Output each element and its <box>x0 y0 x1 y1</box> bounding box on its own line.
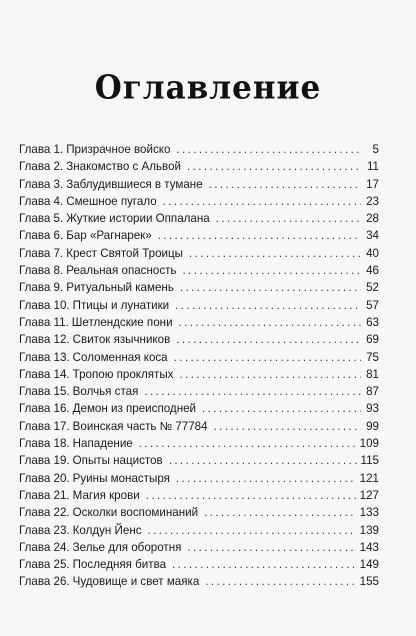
toc-page-number: 133 <box>359 506 379 520</box>
toc-dot-leader <box>148 522 356 539</box>
toc-page-number: 99 <box>366 419 379 433</box>
toc-entry <box>19 487 379 504</box>
toc-chapter-number: Глава 13. <box>19 350 70 364</box>
toc-chapter-title: Руины монастыря <box>72 471 170 485</box>
toc-page-number: 40 <box>366 246 379 260</box>
toc-chapter-title: Смешное пугало <box>66 194 157 208</box>
toc-page-number: 143 <box>359 540 379 554</box>
toc-dot-leader <box>175 297 361 314</box>
toc-chapter-title: Знакомство с Альвой <box>66 160 182 174</box>
toc-page-number: 139 <box>359 523 379 537</box>
toc-page-number: 34 <box>366 229 379 243</box>
toc-chapter-number: Глава 14. <box>19 367 70 381</box>
toc-dot-leader <box>144 383 361 400</box>
toc-entry <box>19 522 379 539</box>
toc-chapter-number: Глава 12. <box>19 333 70 347</box>
toc-page-number: 109 <box>359 437 379 451</box>
toc-chapter-title: Бар «Рагнарек» <box>66 229 152 243</box>
toc-dot-leader <box>172 556 356 573</box>
toc-chapter-number: Глава 8. <box>19 264 64 278</box>
toc-chapter-title: Осколки воспоминаний <box>72 506 199 520</box>
toc-entry <box>19 383 379 400</box>
toc-dot-leader <box>204 504 356 521</box>
toc-dot-leader <box>176 141 361 158</box>
toc-dot-leader <box>202 400 361 417</box>
toc-chapter-title: Магия крови <box>72 488 140 502</box>
toc-entry <box>19 435 379 452</box>
toc-dot-leader <box>176 470 356 487</box>
toc-chapter-number: Глава 21. <box>19 488 70 502</box>
toc-chapter-number: Глава 15. <box>19 385 70 399</box>
toc-dot-leader <box>179 314 361 331</box>
toc-entry <box>19 297 379 314</box>
toc-page-number: 23 <box>366 194 379 208</box>
toc-chapter-title: Чудовище и свет маяка <box>72 575 200 589</box>
toc-dot-leader <box>189 245 361 262</box>
toc-page-number: 69 <box>366 333 379 347</box>
toc-page-number: 127 <box>359 488 379 502</box>
toc-page-number: 46 <box>366 264 379 278</box>
toc-entry <box>19 245 379 262</box>
toc-chapter-number: Глава 20. <box>19 471 70 485</box>
toc-page-number: 155 <box>359 575 379 589</box>
toc-chapter-number: Глава 24. <box>19 540 70 554</box>
toc-entry <box>19 331 379 348</box>
toc-entry <box>19 556 379 573</box>
toc-chapter-title: Свиток язычников <box>72 333 171 347</box>
toc-chapter-title: Шетлендские пони <box>71 315 173 329</box>
toc-dot-leader <box>205 573 355 590</box>
toc-dot-leader <box>214 418 361 435</box>
toc-chapter-number: Глава 17. <box>19 419 70 433</box>
toc-chapter-number: Глава 2. <box>19 160 64 174</box>
toc-chapter-title: Демон из преисподней <box>72 402 197 416</box>
toc-chapter-number: Глава 25. <box>19 558 70 572</box>
toc-page-number: 149 <box>359 558 379 572</box>
toc-page-number: 52 <box>366 281 379 295</box>
toc-chapter-title: Зелье для оборотня <box>72 540 182 554</box>
toc-entry <box>19 176 379 193</box>
toc-page-number: 28 <box>366 212 379 226</box>
toc-chapter-number: Глава 9. <box>19 281 64 295</box>
toc-entry <box>19 418 379 435</box>
toc-chapter-title: Птицы и лунатики <box>72 298 170 312</box>
toc-chapter-title: Соломенная коса <box>72 350 168 364</box>
toc-page-number: 75 <box>366 350 379 364</box>
toc-dot-leader <box>158 227 361 244</box>
toc-entry <box>19 573 379 590</box>
page-title: Оглавление <box>94 69 322 107</box>
toc-chapter-number: Глава 22. <box>19 506 70 520</box>
toc-chapter-title: Воинская часть № 77784 <box>72 419 208 433</box>
toc-chapter-title: Последняя битва <box>72 558 167 572</box>
toc-dot-leader <box>139 435 356 452</box>
toc-chapter-title: Заблудившиеся в тумане <box>66 177 203 191</box>
toc-chapter-title: Жуткие истории Оппалана <box>66 212 210 226</box>
toc-entry <box>19 141 379 158</box>
toc-chapter-number: Глава 1. <box>19 143 64 156</box>
toc-page-number: 5 <box>372 143 379 156</box>
toc-entry <box>19 366 379 383</box>
toc-page-number: 115 <box>360 454 379 468</box>
toc-chapter-title: Тропою проклятых <box>72 367 174 381</box>
toc-chapter-title: Волчья стая <box>72 385 139 399</box>
toc-chapter-title: Реальная опасность <box>66 264 177 278</box>
toc-page-number: 93 <box>366 402 379 416</box>
toc-chapter-title: Ритуальный камень <box>66 281 174 295</box>
toc-page-number: 81 <box>366 367 379 381</box>
toc-chapter-number: Глава 6. <box>19 229 64 243</box>
toc-dot-leader <box>146 487 356 504</box>
toc-entry <box>19 452 379 469</box>
toc-entry <box>19 158 379 175</box>
toc-entry <box>19 193 379 210</box>
toc-chapter-number: Глава 5. <box>19 212 64 226</box>
toc-chapter-title: Опыты нацистов <box>72 454 163 468</box>
toc-page-number: 87 <box>366 385 379 399</box>
toc-chapter-number: Глава 19. <box>19 454 70 468</box>
toc-chapter-number: Глава 10. <box>19 298 70 312</box>
toc-entry <box>19 210 379 227</box>
toc-entry <box>19 400 379 417</box>
toc-chapter-number: Глава 7. <box>19 246 64 260</box>
toc-chapter-number: Глава 11. <box>19 315 69 329</box>
toc-dot-leader <box>187 158 361 175</box>
toc-page-number: 63 <box>366 315 379 329</box>
toc-entry <box>19 539 379 556</box>
toc-dot-leader <box>187 539 355 556</box>
toc-dot-leader <box>163 193 361 210</box>
toc-page-number: 57 <box>366 298 379 312</box>
toc-page-number: 11 <box>366 160 379 174</box>
toc-chapter-number: Глава 26. <box>19 575 70 589</box>
toc-dot-leader <box>180 279 361 296</box>
toc-page-number: 121 <box>359 471 379 485</box>
toc-chapter-title: Крест Святой Троицы <box>66 246 183 260</box>
toc-dot-leader <box>179 366 361 383</box>
toc-entry <box>19 279 379 296</box>
toc-chapter-number: Глава 3. <box>19 177 64 191</box>
toc-entry <box>19 314 379 331</box>
toc-chapter-number: Глава 4. <box>19 194 64 208</box>
toc-dot-leader <box>216 210 361 227</box>
toc-entry <box>19 470 379 487</box>
toc-chapter-number: Глава 18. <box>19 437 70 451</box>
toc-chapter-title: Колдун Йенс <box>72 523 142 537</box>
toc-page-number: 17 <box>366 177 379 191</box>
toc-dot-leader <box>176 331 361 348</box>
toc-dot-leader <box>209 176 361 193</box>
toc-dot-leader <box>174 349 361 366</box>
toc-entry <box>19 349 379 366</box>
toc-entry <box>19 262 379 279</box>
toc-list <box>19 141 379 591</box>
toc-chapter-number: Глава 16. <box>19 402 70 416</box>
toc-entry <box>19 227 379 244</box>
toc-chapter-title: Нападение <box>72 437 133 451</box>
toc-entry <box>19 504 379 521</box>
toc-chapter-number: Глава 23. <box>19 523 70 537</box>
toc-dot-leader <box>182 262 361 279</box>
toc-chapter-title: Призрачное войско <box>66 143 171 156</box>
toc-dot-leader <box>169 452 357 469</box>
